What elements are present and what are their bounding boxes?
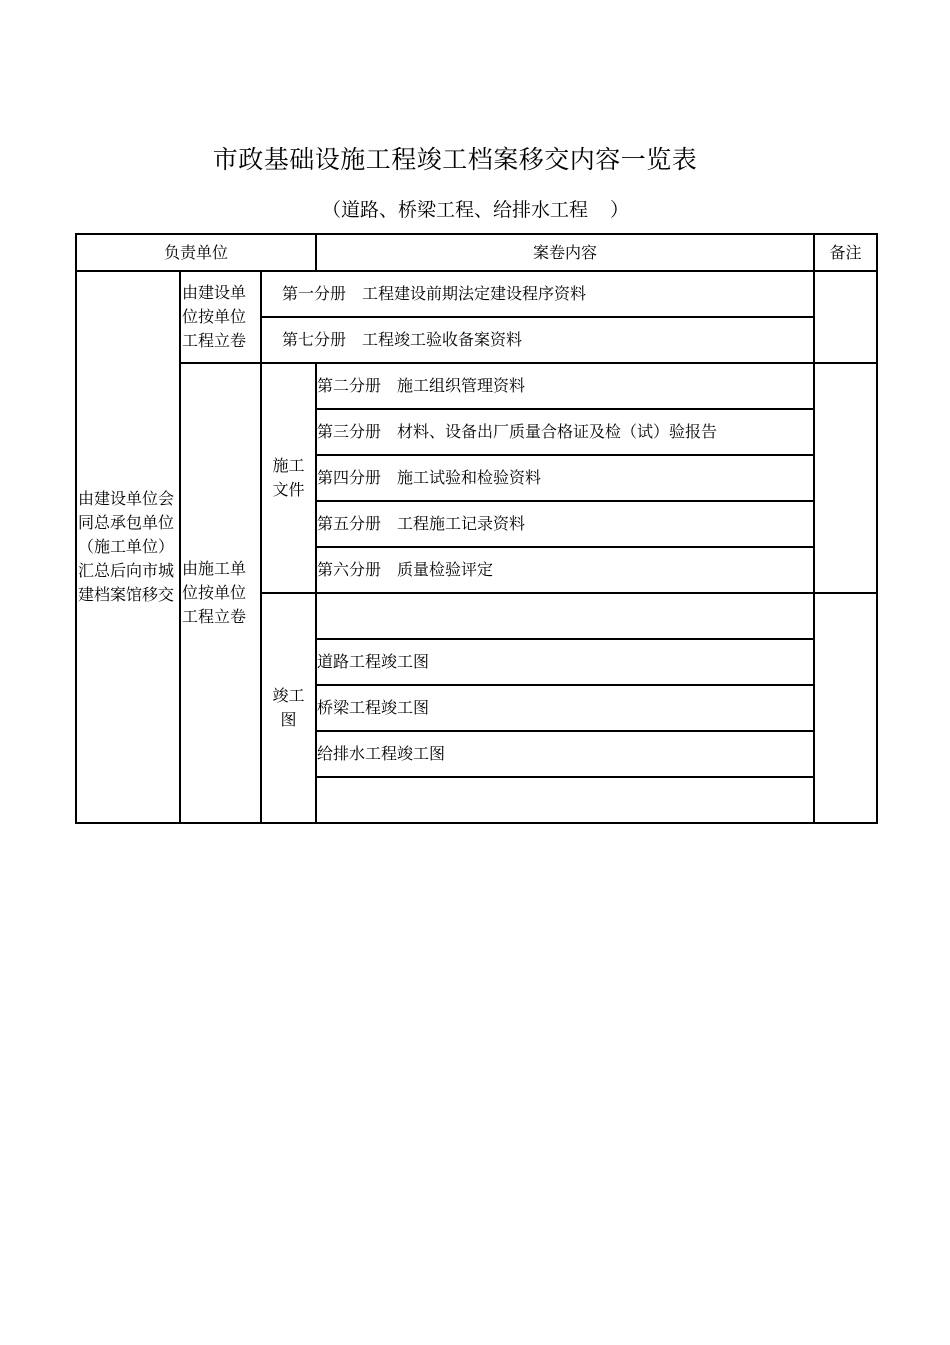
content-cell: 道路工程竣工图 — [316, 639, 814, 685]
header-remarks: 备注 — [814, 234, 877, 271]
subtitle-text: （道路、桥梁工程、给排水工程 — [322, 199, 589, 221]
content-cell: 第五分册 工程施工记录资料 — [316, 501, 814, 547]
subtitle-close: ） — [610, 199, 630, 221]
content-cell: 桥梁工程竣工图 — [316, 685, 814, 731]
contractor-party-cell: 由施工单位按单位工程立卷 — [180, 363, 261, 823]
content-cell: 第四分册 施工试验和检验资料 — [316, 455, 814, 501]
as-built-drawings-cell: 竣工图 — [261, 593, 316, 823]
content-cell — [316, 593, 814, 639]
remarks-cell — [814, 363, 877, 593]
header-row — [76, 234, 877, 271]
remarks-cell — [814, 271, 877, 363]
content-cell — [316, 777, 814, 823]
header-content: 案卷内容 — [316, 234, 814, 271]
header-responsible-unit: 负责单位 — [76, 234, 316, 271]
content-cell: 第六分册 质量检验评定 — [316, 547, 814, 593]
content-cell: 第一分册 工程建设前期法定建设程序资料 — [261, 271, 814, 317]
document-title: 市政基础设施工程竣工档案移交内容一览表 — [212, 145, 698, 174]
table-row — [76, 271, 877, 317]
content-cell: 给排水工程竣工图 — [316, 731, 814, 777]
content-cell: 第七分册 工程竣工验收备案资料 — [261, 317, 814, 363]
overall-unit-cell: 由建设单位会同总承包单位（施工单位）汇总后向市城建档案馆移交 — [76, 271, 180, 823]
construction-party-cell: 由建设单位按单位工程立卷 — [180, 271, 261, 363]
table-row — [76, 363, 877, 409]
archive-table — [75, 233, 878, 824]
remarks-cell — [814, 593, 877, 823]
content-cell: 第三分册 材料、设备出厂质量合格证及检（试）验报告 — [316, 409, 814, 455]
content-cell: 第二分册 施工组织管理资料 — [316, 363, 814, 409]
construction-files-cell: 施工文件 — [261, 363, 316, 593]
document-subtitle — [322, 195, 629, 222]
